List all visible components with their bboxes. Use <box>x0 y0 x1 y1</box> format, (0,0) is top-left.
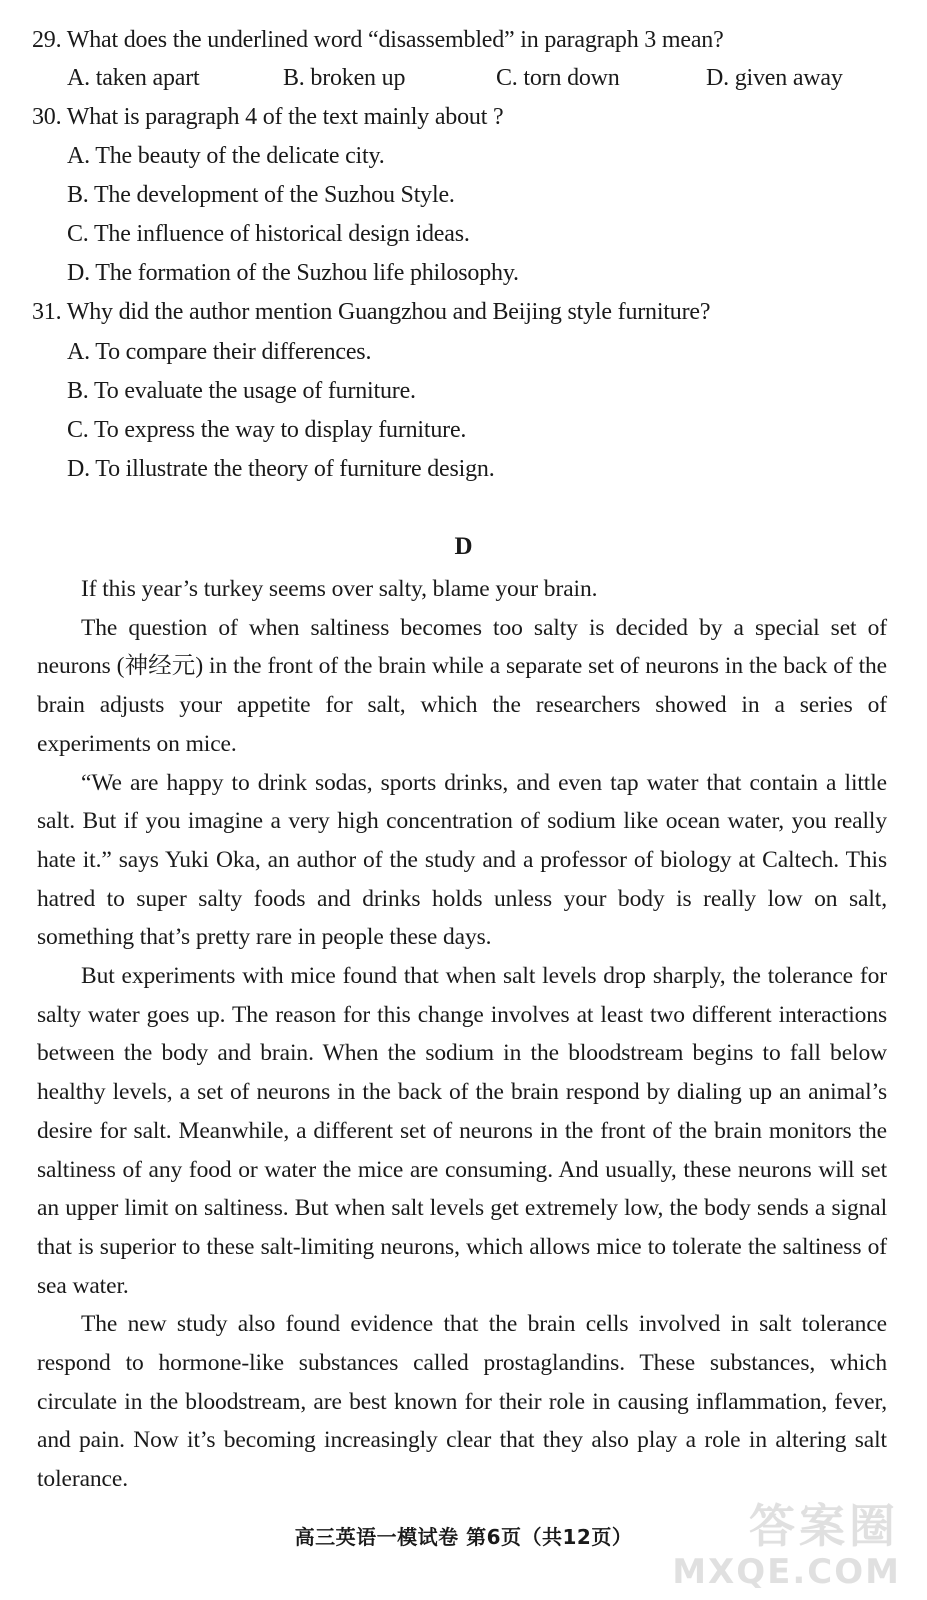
question-31-option-d: D. To illustrate the theory of furniture design. <box>67 456 495 482</box>
page-footer: 高三英语一模试卷 第6页（共12页） <box>294 1525 633 1549</box>
section-title: D <box>454 533 473 560</box>
question-30-option-c: C. The influence of historical design ideas. <box>67 221 470 247</box>
question-30-option-d: D. The formation of the Suzhou life philosophy. <box>67 260 519 286</box>
question-29-option-b: B. broken up <box>283 65 406 91</box>
passage-paragraph-3: “We are happy to drink sodas, sports drinks, and even tap water that contain a little salt. But if you imagine a very high concentration of sodium like ocean water, you really hate it.” says Yuki Oka, an author of the study and a professor of biology at Caltech. This hatred to super salty foods and drinks holds unless your body is really low on salt, something that’s pretty rare in people these days. <box>37 769 887 951</box>
question-29-option-a: A. taken apart <box>67 65 200 91</box>
question-29-option-d: D. given away <box>706 65 843 91</box>
watermark-logo <box>609 1490 909 1594</box>
passage-paragraph-2: The question of when saltiness becomes too salty is decided by a special set of neurons (神经元) in the front of the brain while a separate set of neurons in the back of the brain adjusts your appetite for salt, which the researchers showed in a series of experiments on mice. <box>37 614 887 757</box>
passage-paragraph-4: But experiments with mice found that when salt levels drop sharply, the tolerance for salty water goes up. The reason for this change involves at least two different interactions between the body and brain. When the sodium in the bloodstream begins to fall below healthy levels, a set of neurons in the back of the brain respond by dialing up an animal’s desire for salt. Meanwhile, a different set of neurons in the front of the brain monitors the saltiness of any food or water the mice are consuming. And usually, these neurons will set an upper limit on saltiness. But when salt levels get extremely low, the body sends a signal that is superior to these salt-limiting neurons, which allows mice to tolerate the saltiness of sea water. <box>37 963 887 1299</box>
question-30-stem: 30. What is paragraph 4 of the text mainly about ? <box>32 104 504 130</box>
question-30-option-b: B. The development of the Suzhou Style. <box>67 182 455 208</box>
question-29-option-c: C. torn down <box>496 65 620 91</box>
question-31-option-c: C. To express the way to display furniture. <box>67 417 467 443</box>
passage-paragraph-5: The new study also found evidence that the brain cells involved in salt tolerance respond to hormone-like substances called prostaglandins. These substances, which circulate in the bloodstream, are best known for their role in causing inflammation, fever, and pain. Now it’s becoming increasingly clear that they also play a role in altering salt tolerance. <box>37 1311 887 1493</box>
question-31-option-b: B. To evaluate the usage of furniture. <box>67 378 416 404</box>
question-31-stem: 31. Why did the author mention Guangzhou and Beijing style furniture? <box>32 299 711 325</box>
reading-passage <box>37 570 887 1499</box>
passage-paragraph-1: If this year’s turkey seems over salty, blame your brain. <box>81 576 598 602</box>
question-30-option-a: A. The beauty of the delicate city. <box>67 143 385 169</box>
watermark-top-text: 答案圈 <box>749 1499 899 1553</box>
question-31-option-a: A. To compare their differences. <box>67 339 372 365</box>
question-29-stem: 29. What does the underlined word “disassembled” in paragraph 3 mean? <box>32 27 724 53</box>
watermark-bottom-text: MXQE.COM <box>672 1552 901 1592</box>
